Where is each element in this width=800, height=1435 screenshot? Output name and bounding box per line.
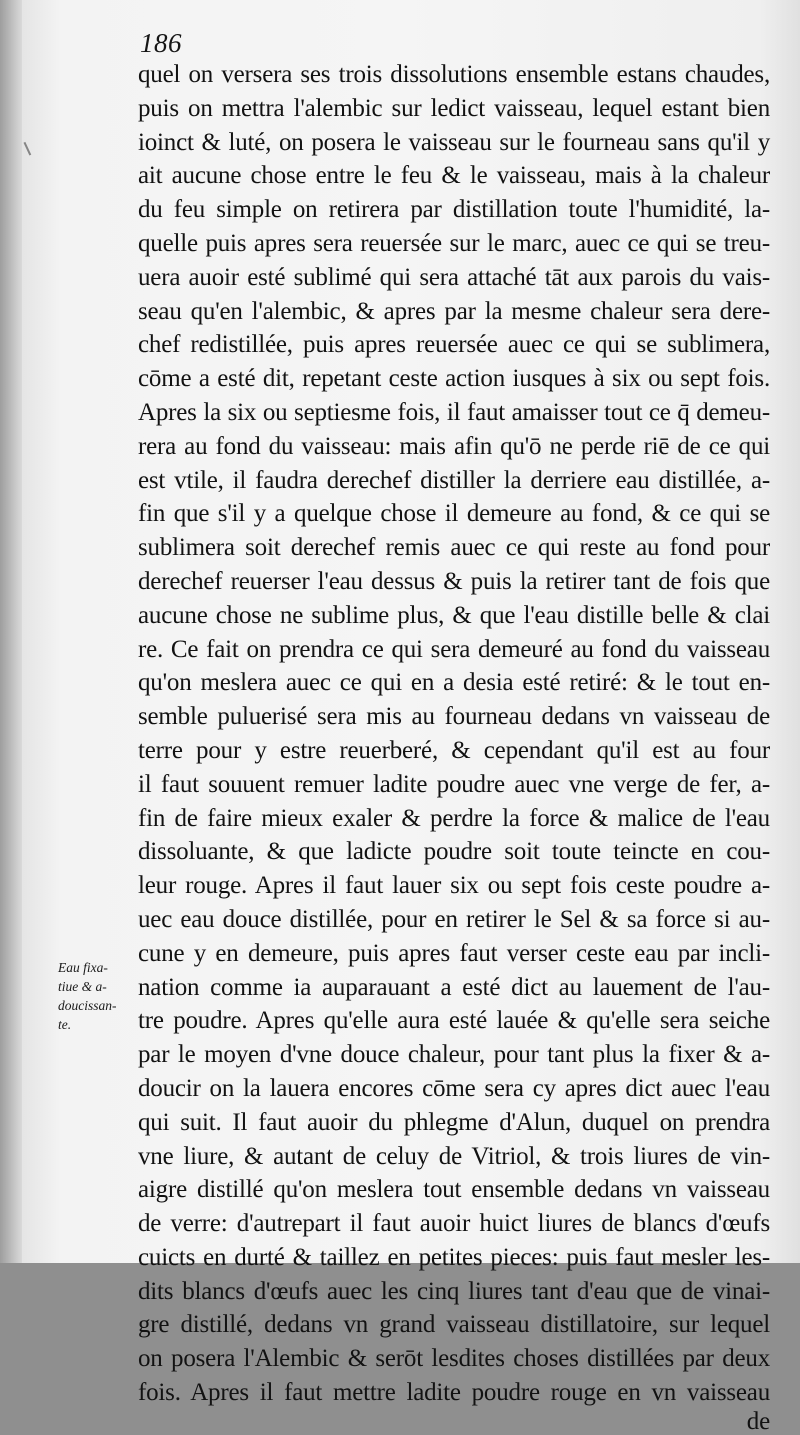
- marginal-note-line: Eau fixa-: [58, 960, 108, 975]
- text-line: dissoluante, & que ladicte poudre soit toute teincte en cou-: [138, 838, 770, 866]
- text-line: cune y en demeure, puis apres faut verser ceste eau par incli-: [138, 939, 770, 967]
- text-line: gre distillé, dedans vn grand vaisseau distillatoire, sur lequel: [138, 1311, 770, 1339]
- text-line: nation comme ia auparauant a esté dict au lauement de l'au-: [138, 973, 770, 1001]
- text-line: rera au fond du vaisseau: mais afin qu'ō ne perde riē de ce qui: [138, 432, 770, 460]
- text-line: ioinct & luté, on posera le vaisseau sur le fourneau sans qu'il y: [138, 128, 770, 156]
- text-line: il faut souuent remuer ladite poudre auec vne verge de fer, a-: [138, 770, 770, 798]
- text-line: semble puluerisé sera mis au fourneau dedans vn vaisseau de: [138, 703, 770, 731]
- marginal-note-line: te.: [58, 1017, 72, 1032]
- marginal-note: [58, 958, 132, 1034]
- text-line: aigre distillé qu'on meslera tout ensemble dedans vn vaisseau: [138, 1176, 770, 1204]
- text-line: Apres la six ou septiesme fois, il faut amaisser tout ce q̄ demeu-: [138, 398, 770, 426]
- text-line: doucir on la lauera encores cōme sera cy apres dict auec l'eau: [138, 1074, 770, 1102]
- gutter-shadow: [0, 0, 22, 1263]
- text-line: dits blancs d'œufs auec les cinq liures tant d'eau que de vinai-: [138, 1277, 770, 1305]
- edge-mark: [24, 139, 39, 156]
- text-line: on posera l'Alembic & serōt lesdites choses distillées par deux: [138, 1345, 770, 1373]
- bleed-through-text: [200, 1216, 720, 1236]
- text-line: aucune chose ne sublime plus, & que l'eau distille belle & clai: [138, 601, 770, 629]
- text-line: quelle puis apres sera reuersée sur le marc, auec ce qui se treu-: [138, 229, 770, 257]
- text-line: est vtile, il faudra derechef distiller la derriere eau distillée, a-: [138, 466, 770, 494]
- text-line: ait aucune chose entre le feu & le vaisseau, mais à la chaleur: [138, 162, 770, 190]
- text-line: re. Ce fait on prendra ce qui sera demeuré au fond du vaisseau: [138, 635, 770, 663]
- catchword: de: [746, 1407, 770, 1435]
- text-line: cuicts en durté & taillez en petites pieces: puis faut mesler les-: [138, 1243, 770, 1271]
- text-line: fin de faire mieux exaler & perdre la force & malice de l'eau: [138, 804, 770, 832]
- text-line: de verre: d'autrepart il faut auoir huict liures de blancs d'œufs: [138, 1210, 770, 1238]
- text-line: tre poudre. Apres qu'elle aura esté lauée & qu'elle sera seiche: [138, 1007, 770, 1035]
- marginal-note-line: tiue & a-: [58, 979, 107, 994]
- text-line: leur rouge. Apres il faut lauer six ou sept fois ceste poudre a-: [138, 872, 770, 900]
- text-line: qu'on meslera auec ce qui en a desia esté retiré: & le tout en-: [138, 669, 770, 697]
- text-line: terre pour y estre reuerberé, & cependant qu'il est au four: [138, 736, 770, 764]
- text-line: fois. Apres il faut mettre ladite poudre rouge en vn vaisseau: [138, 1379, 770, 1407]
- text-line: cōme a esté dit, repetant ceste action iusques à six ou sept fois.: [138, 365, 770, 393]
- text-line: qui suit. Il faut auoir du phlegme d'Alun, duquel on prendra: [138, 1108, 770, 1136]
- text-line: puis on mettra l'alembic sur ledict vaisseau, lequel estant bien: [138, 94, 770, 122]
- text-line: seau qu'en l'alembic, & apres par la mesme chaleur sera dere-: [138, 297, 770, 325]
- text-line: uec eau douce distillée, pour en retirer le Sel & sa force si au-: [138, 905, 770, 933]
- text-line: vne liure, & autant de celuy de Vitriol, & trois liures de vin-: [138, 1142, 770, 1170]
- text-line: par le moyen d'vne douce chaleur, pour tant plus la fixer & a-: [138, 1041, 770, 1069]
- text-line: quel on versera ses trois dissolutions ensemble estans chaudes,: [138, 61, 770, 88]
- text-line: chef redistillée, puis apres reuersée auec ce qui se sublimera,: [138, 331, 770, 359]
- text-line: fin que s'il y a quelque chose il demeure au fond, & ce qui se: [138, 500, 770, 528]
- marginal-note-line: doucissan-: [58, 998, 117, 1013]
- page-number: 186: [140, 28, 182, 58]
- text-line: du feu simple on retirera par distillation toute l'humidité, la-: [138, 196, 770, 224]
- text-line: derechef reuerser l'eau dessus & puis la retirer tant de fois que: [138, 567, 770, 595]
- text-line: sublimera soit derechef remis auec ce qui reste au fond pour: [138, 534, 770, 562]
- text-line: uera auoir esté sublimé qui sera attaché tāt aux parois du vais-: [138, 263, 770, 291]
